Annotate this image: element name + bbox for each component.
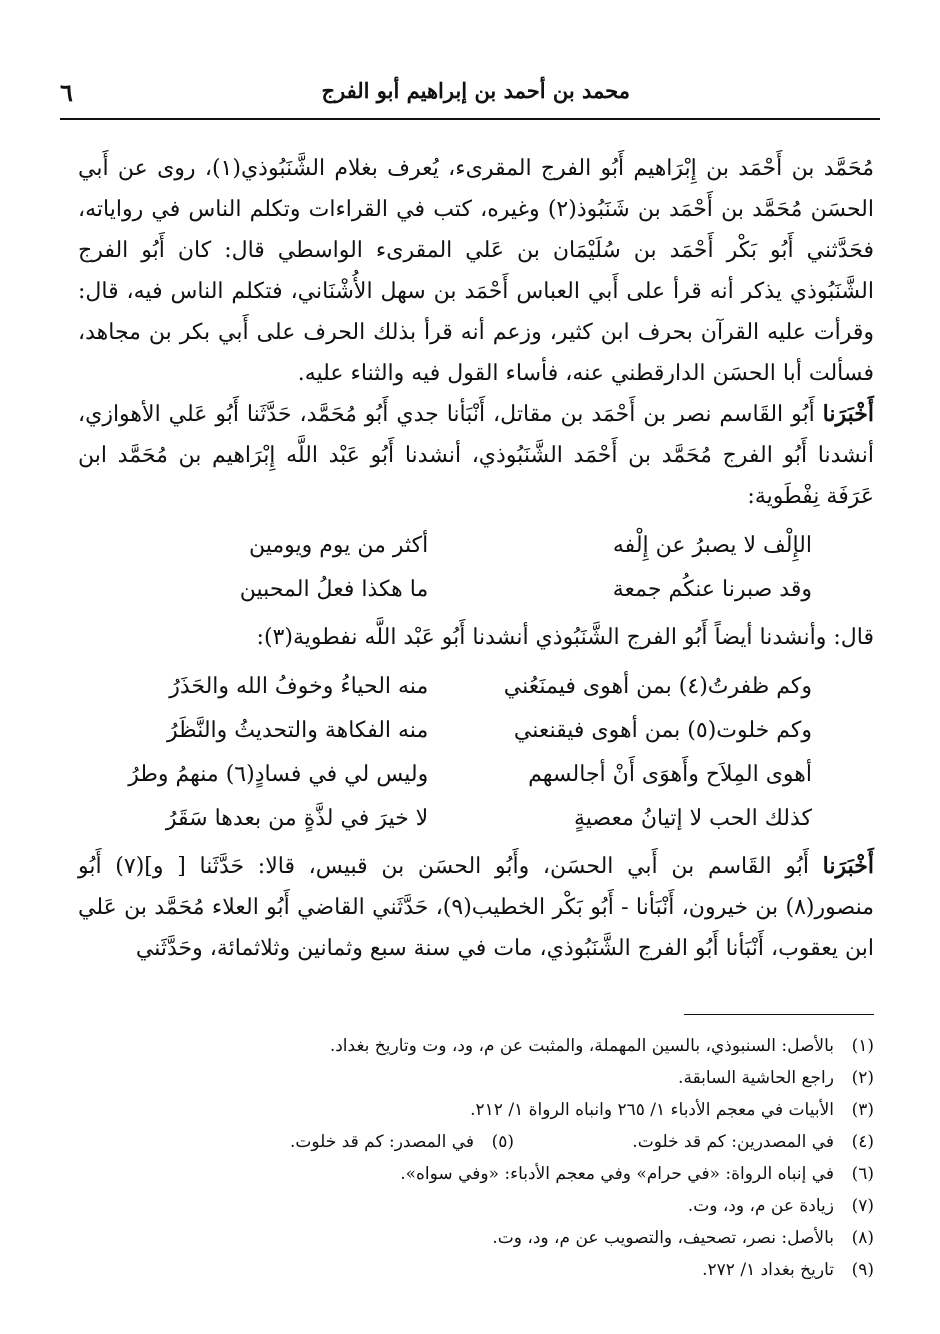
verse-second-hemistich: وليس لي في فسادٍ(٦) منهمُ وطرُ [128,761,429,787]
paragraph-4 [78,846,874,969]
verse-first-hemistich: وقد صبرنا عنكُم جمعة [612,576,812,602]
verse-first-hemistich: أهوى المِلاَح وأَهوَى أَنْ أجالسهم [528,761,812,787]
header-rule [60,118,880,120]
footnote-number: (٤) [851,1132,874,1152]
verse-first-hemistich: وكم خلوت(٥) بمن أهوى فيقنعني [513,717,812,743]
text-line: منصور(٨) بن خيرون، أَنْبَأنا - أَبُو بَكْر الخطيب(٩)، حَدَّثَني القاضي أَبُو العلاء مُحَمَّد بن عَلي [78,895,874,920]
footnote-number: (٦) [851,1164,874,1184]
footnote [110,1190,874,1222]
verse-second-hemistich: منه الفكاهة والتحديثُ والنَّظَرُ [167,717,429,743]
paragraph-1 [78,148,874,394]
text-line: القرآن بحرف ابن كثير، وزعم أنه قرأ بذلك الحرف على أَبي بكر بن مجاهد، فسألت أبا [78,320,874,386]
footnote [110,1030,874,1062]
footnote [110,1094,874,1126]
footnote-number: (٧) [851,1196,874,1216]
footnote [514,1126,874,1158]
footnote-text: بالأصل: السنبوذي، بالسين المهملة، والمثبت عن م، ود، وت وتاريخ بغداد. [329,1036,834,1056]
footnote-separator [684,1014,874,1015]
verse-second-hemistich: ما هكذا فعلُ المحبين [239,576,429,602]
footnote [110,1222,874,1254]
verse-second-hemistich: منه الحياءُ وخوفُ الله والحَذَرُ [169,673,429,699]
footnote-number: (٥) [491,1132,514,1152]
footnote-number: (٢) [851,1068,874,1088]
verse-line [78,752,874,796]
footnote-text: تاريخ بغداد ١/ ٢٧٢. [702,1260,834,1280]
verse-first-hemistich: الإِلْف لا يصبرُ عن إِلْفه [612,532,812,558]
verse-first-hemistich: وكم ظفرتُ(٤) بمن أهوى فيمنَعُني [503,673,812,699]
text-line: فحَدَّثني أَبُو بَكْر أَحْمَد بن سُلَيْمَان بن عَلي المقرىء الواسطي قال: كان أَبُو الفرج الشَّنَبُوذي [78,238,874,304]
verse-line [78,796,874,840]
footnote [110,1158,874,1190]
running-title: محمد بن أحمد بن إبراهيم أبو الفرج [321,78,630,103]
text-line: مُحَمَّد بن أَحْمَد بن إِبْرَاهيم أَبُو الفرج المقرىء، يُعرف بغلام الشَّنَبُوذي(١)، روى عن [117,156,874,181]
poem-2 [78,664,874,840]
text-line: يذكر أنه قرأ على أَبي العباس أَحْمَد بن سهل الأُشْنَاني، فتكلم الناس فيه، قال: وقرأت عليه [78,279,874,345]
footnote-text: في إنباه الرواة: «في حرام» وفي معجم الأدباء: «وفي سواه». [400,1164,834,1184]
footnote-number: (٩) [851,1260,874,1280]
page-number: ٦ [60,78,73,107]
footnote-number: (٣) [851,1100,874,1120]
verse-second-hemistich: أكثر من يوم ويومين [248,532,429,558]
footnote-number: (٨) [851,1228,874,1248]
footnotes [110,1030,874,1286]
footnote-text: بالأصل: نصر، تصحيف، والتصويب عن م، ود، وت. [492,1228,834,1248]
paragraph-3: قال: وأنشدنا أيضاً أَبُو الفرج الشَّنَبُوذي أنشدنا أَبُو عَبْد اللَّه نفطوية(٣): [256,625,874,650]
verse-line [78,708,874,752]
footnote [154,1126,514,1158]
verse-line [78,567,874,611]
footnote-text: الأبيات في معجم الأدباء ١/ ٢٦٥ وانباه الرواة ١/ ٢١٢. [470,1100,834,1120]
text-line: أَبي الحسَن مُحَمَّد بن أَحْمَد بن شَنَبُوذ(٢) وغيره، كتب في القراءات وتكلم الناس في رواياته، [78,156,874,222]
akhbarana-lead: أَخْبَرَنا [822,853,874,879]
footnote [110,1062,874,1094]
verse-line [78,523,874,567]
text-line: ابن يعقوب، أَنْبَأنا أَبُو الفرج الشَّنَبُوذي، مات في سنة سبع وثمانين وثلاثمائة، وحَدَّثَني [135,936,874,961]
footnote-row [110,1126,874,1158]
footnote-text: راجع الحاشية السابقة. [678,1068,834,1088]
footnote-text: في المصدرين: كم قد خلوت. [632,1132,834,1152]
verse-first-hemistich: كذلك الحب لا إتيانُ معصيةٍ [573,805,812,831]
text-line: ابن عَرَفَة نِفْطَوية: [78,443,874,509]
verse-second-hemistich: لا خيرَ في لذَّةٍ من بعدها سَقَرُ [165,805,429,831]
main-text [78,148,874,969]
verse-line [78,664,874,708]
paragraph-2 [78,394,874,517]
footnote-number: (١) [851,1036,874,1056]
footnote-text: زيادة عن م، ود، وت. [687,1196,834,1216]
poem-1 [78,523,874,611]
text-line: الأهوازي، أنشدنا أَبُو الفرج مُحَمَّد بن أَحْمَد الشَّنَبُوذي، أنشدنا أَبُو عَبْد اللَّه إِبْرَاهيم بن مُحَمَّد [78,402,874,468]
text-line: الحسَن الدارقطني عنه، فأساء القول فيه والثناء عليه. [297,361,776,386]
text-line: أَبُو القَاسم نصر بن أَحْمَد بن مقاتل، أَنْبَأنا جدي أَبُو مُحَمَّد، حَدَّثَنا أَبُو عَلي [168,402,823,427]
footnote-text: في المصدر: كم قد خلوت. [289,1132,474,1152]
text-line: أَبُو القَاسم بن أَبي الحسَن، وأَبُو الحسَن بن قبيس، قالا: حَدَّثَنا [ و](٧) أَبُو [78,854,823,879]
akhbarana-lead: أَخْبَرَنا [822,401,874,427]
page-header [60,70,880,120]
footnote [110,1254,874,1286]
